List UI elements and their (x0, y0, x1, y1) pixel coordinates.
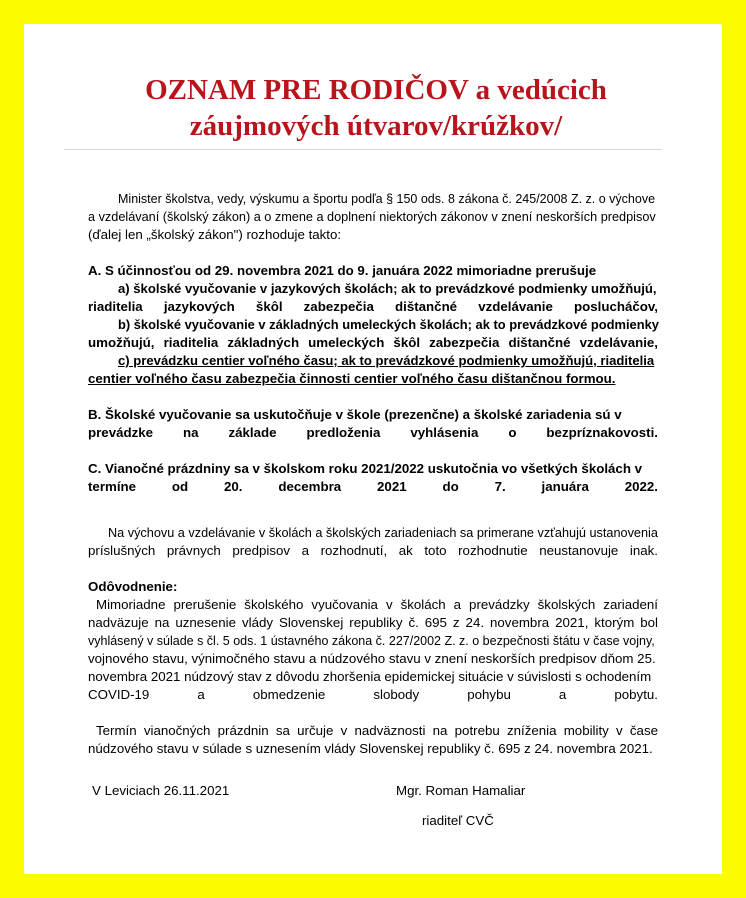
intro-line-2: a vzdelávaní (školský zákon) a o zmene a doplnení niektorých zákonov v znení neskorších predpisov (88, 210, 656, 224)
holiday-line-2: núdzového stavu v súlade s uznesením vlády Slovenskej republiky č. 695 z 24. novembra 2021. (88, 741, 653, 756)
place-and-date: V Leviciach 26.11.2021 (92, 783, 230, 798)
justification-line-3: vyhlásený v súlade s čl. 5 ods. 1 ústavného zákona č. 227/2002 Z. z. o bezpečnosti štátu v čase vojny, (88, 634, 655, 648)
justification-line-2: nadväzuje na uznesenie vlády Slovenskej republiky č. 695 z 24. novembra 2021, ktorým bol (88, 615, 658, 630)
notice-title-line-1: OZNAM PRE RODIČOV a vedúcich (145, 74, 607, 106)
section-a-item-b: b) školské vyučovanie v základných umeleckých školách; ak to prevádzkové podmienky (118, 317, 659, 332)
title-divider (64, 149, 662, 150)
holiday-line-1: Termín vianočných prázdnin sa určuje v nadväznosti na potrebu zníženia mobility v čase (96, 723, 658, 738)
justification-line-5: novembra 2021 núdzový stav z dôvodu zhoršenia epidemickej situácie v súvislosti s ochodením (88, 669, 652, 684)
signer-name: Mgr. Roman Hamaliar (396, 783, 526, 798)
justification-heading: Odôvodnenie: (88, 579, 178, 594)
section-c-line-1: C. Vianočné prázdniny sa v školskom roku 2021/2022 uskutočnia vo všetkých školách v (88, 461, 643, 476)
intro-line-3: (ďalej len „školský zákon") rozhoduje takto: (88, 227, 342, 242)
intro-line-1: Minister školstva, vedy, výskumu a športu podľa § 150 ods. 8 zákona č. 245/2008 Z. z. o výchove (118, 192, 656, 206)
section-a-item-b-cont: umožňujú, riaditelia základných umeleckých škôl zabezpečia dištančné vzdelávanie, (88, 335, 658, 350)
section-b-line-2: prevádzke na základe predloženia vyhlásenia o bezpríznakovosti. (88, 425, 658, 440)
justification-line-4: vojnového stavu, výnimočného stavu a núdzového stavu v znení neskorších predpisov dňom 25. (88, 651, 656, 666)
justification-line-1: Mimoriadne prerušenie školského vyučovania v školách a prevádzky školských zariadení (96, 597, 658, 612)
education-line-1: Na výchovu a vzdelávanie v školách a školských zariadeniach sa primerane vzťahujú ustanovenia (108, 526, 658, 540)
section-a-heading: A. S účinnosťou od 29. novembra 2021 do 9. januára 2022 mimoriadne prerušuje (88, 263, 597, 278)
section-a-item-a-cont: riaditelia jazykových škôl zabezpečia dištančné vzdelávanie poslucháčov, (88, 299, 658, 314)
signer-role: riaditeľ CVČ (422, 813, 494, 828)
section-b-line-1: B. Školské vyučovanie sa uskutočňuje v škole (prezenčne) a školské zariadenia sú v (88, 407, 622, 422)
justification-line-6: COVID-19 a obmedzenie slobody pohybu a pobytu. (88, 687, 658, 702)
education-line-2: príslušných právnych predpisov a rozhodnutí, ak toto rozhodnutie neustanovuje inak. (88, 543, 658, 558)
notice-document (24, 24, 722, 874)
notice-title-line-2: záujmových útvarov/krúžkov/ (189, 110, 563, 142)
section-a-item-c-cont: centier voľného času zabezpečia činnosti centier voľného času dištančnou formou. (88, 371, 616, 386)
section-a-item-a: a) školské vyučovanie v jazykových školách; ak to prevádzkové podmienky umožňujú, (118, 281, 657, 296)
section-a-item-c: c) prevádzku centier voľného času; ak to prevádzkové podmienky umožňujú, riaditelia (118, 353, 655, 368)
section-c-line-2: termíne od 20. decembra 2021 do 7. januára 2022. (88, 479, 658, 494)
